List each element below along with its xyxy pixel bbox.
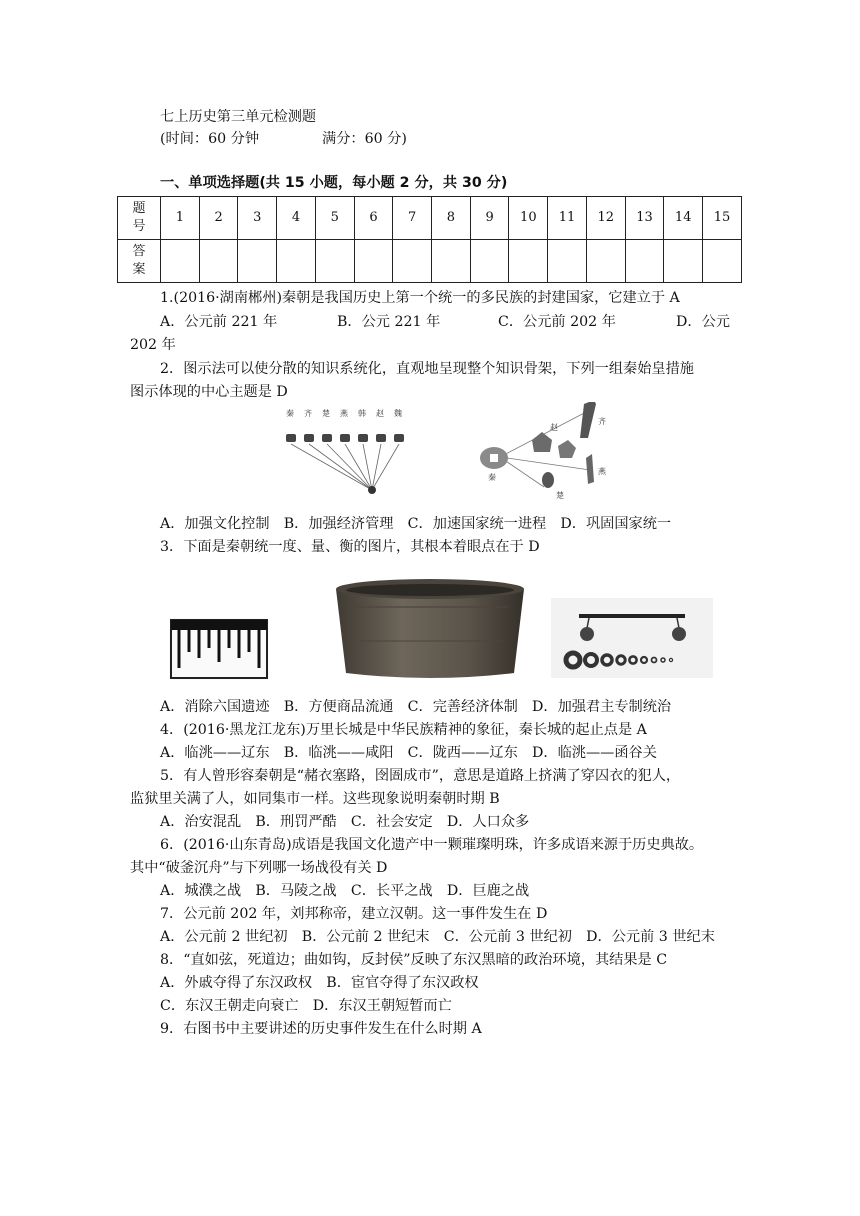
q5-stem-2: 监狱里关满了人，如同集市一样。这些现象说明秦朝时期 B bbox=[130, 791, 500, 807]
q2-options: A．加强文化控制 B．加强经济管理 C．加速国家统一进程 D．巩固国家统一 bbox=[160, 516, 672, 532]
answer-cell bbox=[703, 240, 742, 283]
q4-options: A．临洮——辽东 B．临洮——咸阳 C．陇西——辽东 D．临洮——函谷关 bbox=[160, 745, 657, 761]
q3-stem: 3．下面是秦朝统一度、量、衡的图片，其根本着眼点在于 D bbox=[160, 539, 540, 555]
time-info: (时间：60 分钟 bbox=[160, 131, 260, 147]
header-char: 答 bbox=[132, 244, 146, 259]
question-number-cell: 14 bbox=[664, 197, 703, 240]
question-number-cell: 4 bbox=[277, 197, 316, 240]
q6-options: A．城濮之战 B．马陵之战 C．长平之战 D．巨鹿之战 bbox=[160, 883, 530, 899]
question-number-cell: 5 bbox=[315, 197, 354, 240]
answer-table bbox=[117, 196, 742, 283]
q6-stem-2: 其中“破釜沉舟”与下列哪一场战役有关 D bbox=[130, 860, 388, 876]
answer-cell bbox=[509, 240, 548, 283]
ruler-image bbox=[169, 618, 269, 680]
state-label: 韩 bbox=[358, 409, 366, 418]
q7-options: A．公元前 2 世纪初 B．公元前 2 世纪末 C．公元前 3 世纪初 D．公元前 3 世纪末 bbox=[160, 929, 715, 945]
q4-stem: 4．(2016·黑龙江龙东)万里长城是中华民族精神的象征，秦长城的起止点是 A bbox=[160, 722, 647, 738]
answer-cell bbox=[625, 240, 664, 283]
question-number-cell: 11 bbox=[548, 197, 587, 240]
answer-row-header bbox=[118, 240, 161, 283]
answer-cell bbox=[548, 240, 587, 283]
answer-cell bbox=[470, 240, 509, 283]
q1-option-c: C．公元前 202 年 bbox=[498, 314, 616, 330]
state-label: 楚 bbox=[322, 409, 330, 418]
state-label: 燕 bbox=[598, 467, 606, 476]
state-label: 赵 bbox=[376, 409, 384, 418]
question-number-cell: 10 bbox=[509, 197, 548, 240]
state-label: 魏 bbox=[394, 409, 402, 418]
balance-beam bbox=[579, 614, 685, 618]
q8-options-1: A．外戚夺得了东汉政权 B．宦官夺得了东汉政权 bbox=[160, 975, 479, 991]
exam-title: 七上历史第三单元检测题 bbox=[160, 109, 317, 125]
coin-hole bbox=[490, 454, 498, 462]
q5-options: A．治安混乱 B．刑罚严酷 C．社会安定 D．人口众多 bbox=[160, 814, 530, 830]
q5-stem-1: 5．有人曾形容秦朝是“赭衣塞路，囹圄成市”，意思是道路上挤满了穿囚衣的犯人， bbox=[160, 768, 681, 784]
question-number-cell: 3 bbox=[238, 197, 277, 240]
q1-option-b: B．公元 221 年 bbox=[337, 314, 441, 330]
q1-option-d: D．公元 bbox=[676, 314, 730, 330]
question-number-cell: 1 bbox=[161, 197, 200, 240]
question-number-cell: 7 bbox=[393, 197, 432, 240]
q9-stem: 9．右图书中主要讲述的历史事件发生在什么时期 A bbox=[160, 1021, 482, 1037]
spade-coin-icon bbox=[532, 432, 552, 452]
q2-stem-1: 2．图示法可以使分散的知识系统化，直观地呈现整个知识骨架，下列一组秦始皇措施 bbox=[160, 361, 694, 377]
score-info: 满分：60 分) bbox=[322, 131, 407, 147]
answer-cell bbox=[277, 240, 316, 283]
currency-unification-figure bbox=[472, 402, 612, 500]
question-number-cell: 8 bbox=[432, 197, 471, 240]
answer-cell bbox=[393, 240, 432, 283]
answer-cell bbox=[199, 240, 238, 283]
knife-coin-icon bbox=[580, 402, 596, 438]
q3-options: A．消除六国遗迹 B．方便商品流通 C．完善经济体制 D．加强君主专制统治 bbox=[160, 699, 672, 715]
state-label: 齐 bbox=[598, 417, 606, 426]
question-number-cell: 9 bbox=[470, 197, 509, 240]
q8-stem: 8．“直如弦，死道边；曲如钩，反封侯”反映了东汉黑暗的政治环境，其结果是 C bbox=[160, 952, 668, 968]
unified-glyph bbox=[368, 486, 376, 494]
knife-coin-icon bbox=[586, 454, 594, 484]
answer-cell bbox=[315, 240, 354, 283]
scale-weights-image bbox=[551, 598, 713, 678]
header-char: 案 bbox=[132, 262, 146, 277]
q8-options-2: C．东汉王朝走向衰亡 D．东汉王朝短暂而亡 bbox=[160, 998, 452, 1014]
unification-fan-figure bbox=[282, 404, 410, 496]
question-number-cell: 12 bbox=[586, 197, 625, 240]
spade-coin-icon bbox=[558, 440, 576, 458]
q1-option-a: A．公元前 221 年 bbox=[160, 314, 278, 330]
answer-cell bbox=[586, 240, 625, 283]
q1-option-d-cont: 202 年 bbox=[130, 337, 176, 353]
state-label: 秦 bbox=[488, 473, 496, 482]
state-label: 燕 bbox=[340, 409, 348, 418]
state-label: 赵 bbox=[550, 423, 558, 432]
converging-lines bbox=[291, 444, 399, 490]
ancient-script-glyphs bbox=[286, 434, 404, 442]
answer-cell bbox=[238, 240, 277, 283]
header-char: 号 bbox=[132, 219, 146, 234]
answer-table-answer-row bbox=[118, 240, 742, 283]
answer-cell bbox=[664, 240, 703, 283]
answer-table-number-row bbox=[118, 197, 742, 240]
q1-stem: 1.(2016·湖南郴州)秦朝是我国历史上第一个统一的多民族的封建国家，它建立于 A bbox=[160, 290, 680, 306]
q6-stem-1: 6．(2016·山东青岛)成语是我国文化遗产中一颗璀璨明珠，许多成语来源于历史典故。 bbox=[160, 837, 704, 853]
state-label: 齐 bbox=[304, 409, 312, 418]
ant-nose-coin-icon bbox=[542, 472, 554, 488]
state-label: 楚 bbox=[556, 491, 564, 500]
question-number-cell: 15 bbox=[703, 197, 742, 240]
number-row-header bbox=[118, 197, 161, 240]
balance-pan bbox=[580, 627, 594, 641]
state-label: 秦 bbox=[286, 409, 294, 418]
question-number-cell: 6 bbox=[354, 197, 393, 240]
answer-cell bbox=[161, 240, 200, 283]
balance-pan bbox=[672, 627, 686, 641]
measuring-vessel-image bbox=[332, 577, 528, 681]
q7-stem: 7．公元前 202 年，刘邦称帝，建立汉朝。这一事件发生在 D bbox=[160, 906, 548, 922]
question-number-cell: 2 bbox=[199, 197, 238, 240]
q2-stem-2: 图示体现的中心主题是 D bbox=[130, 384, 288, 400]
answer-cell bbox=[354, 240, 393, 283]
header-char: 题 bbox=[132, 201, 146, 216]
question-number-cell: 13 bbox=[625, 197, 664, 240]
section-heading: 一、单项选择题(共 15 小题，每小题 2 分，共 30 分) bbox=[160, 175, 508, 191]
answer-cell bbox=[432, 240, 471, 283]
